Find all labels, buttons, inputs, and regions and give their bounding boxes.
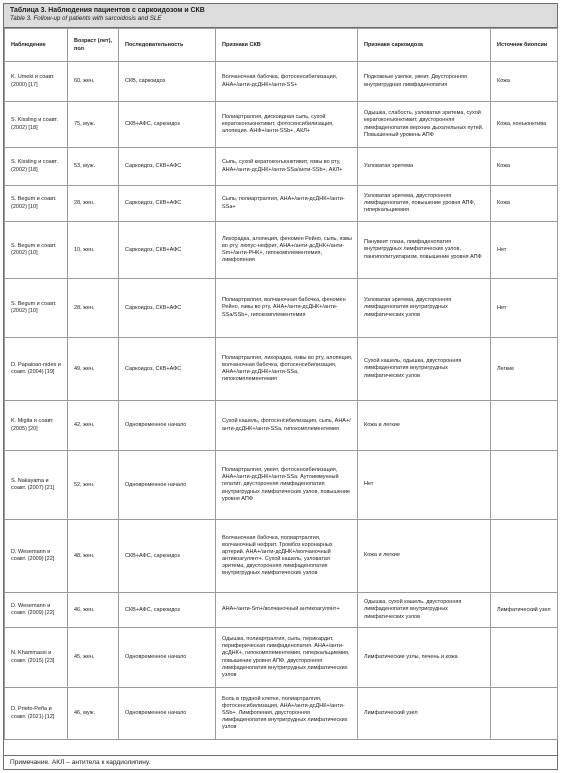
cell-observation: D. Papaioan-nides и соавт. (2004) [19] xyxy=(5,338,68,401)
patients-table xyxy=(4,28,558,740)
cell-age-sex: 28, жен. xyxy=(68,186,119,222)
cell-sarcoidosis-signs: Одышка, сухой кашель, двусторонняя лимфаденопатия внутригрудных лимфатических узлов xyxy=(358,593,491,628)
table-title-en: Table 3. Follow-up of patients with sarcoidosis and SLE xyxy=(10,15,162,22)
cell-age-sex: 52, жен. xyxy=(68,451,119,520)
table-row xyxy=(5,102,558,148)
cell-age-sex: 75, муж. xyxy=(68,102,119,148)
cell-age-sex: 10, жен. xyxy=(68,222,119,279)
cell-sequence: Саркоидоз, СКВ+АФС xyxy=(119,148,216,186)
cell-sle-signs: Лихорадка, алопеция, феномен Рейно, сыпь, язвы во рту, люпус-нефрит, АНА+/анти-дсДНК+/анти-Sm+/анти-РНК+, гипокомплементемия, лимфопения xyxy=(216,222,358,279)
cell-sle-signs: Полиартралгия, волчаночная бабочка, феномен Рейно, язвы во рту, АНА+/анти-дсДНК+/анти-SSa/SSb+, гипокомплементемия xyxy=(216,279,358,338)
cell-sarcoidosis-signs: Панувеит глаза, лимфаденопатия внутригрудных лимфатических узлов, пангипопитуитаризм, повышение уровня АПФ xyxy=(358,222,491,279)
cell-observation: N. Khammassi и соавт. (2015) [23] xyxy=(5,628,68,688)
cell-sequence: Одновременное начало xyxy=(119,401,216,451)
cell-sarcoidosis-signs: Нет xyxy=(358,451,491,520)
cell-sle-signs: Боль в грудной клетке, полиартралгия, фотосенсибилизация, АНА+/анти-дсДНК+/анти-SSb+. Лимфопения, двусторонняя лимфаденопатия внутригрудных лимфатических узлов xyxy=(216,688,358,740)
cell-biopsy-source: Нет xyxy=(491,279,558,338)
header-sle-signs: Признаки СКВ xyxy=(216,29,358,62)
cell-age-sex: 48, жен. xyxy=(68,520,119,593)
cell-sle-signs: Полиартралгия, лихорадка, язвы во рту, алопеция, волчаночная бабочка, фотосенсибилизация, АНА+/анти-дсДНК+/анти-SSa, гипокомплементемия xyxy=(216,338,358,401)
cell-sarcoidosis-signs: Узловатая эритема, двусторонняя лимфаденопатия, повышение уровня АПФ, гиперкальциемия xyxy=(358,186,491,222)
cell-biopsy-source: Легкие xyxy=(491,338,558,401)
cell-biopsy-source: Кожа, конъюнктива xyxy=(491,102,558,148)
table-row xyxy=(5,593,558,628)
header-biopsy-source: Источник биопсии xyxy=(491,29,558,62)
cell-sequence: Саркоидоз, СКВ+АФС xyxy=(119,338,216,401)
cell-sle-signs: Одышка, полиартралгия, сыпь, перикардит, периферическая лимфаденопатия. АНА+/анти-дсДНК+, гипокомплементемия, гиперкальциемия, повышение уровня АПФ, двусторонняя лимфаденопатия внутригрудных лимфатических узлов xyxy=(216,628,358,688)
cell-biopsy-source: Кожа xyxy=(491,186,558,222)
header-observation: Наблюдение xyxy=(5,29,68,62)
cell-age-sex: 53, муж. xyxy=(68,148,119,186)
cell-sequence: СКВ+АФС, саркоидоз xyxy=(119,593,216,628)
table-row xyxy=(5,401,558,451)
table-footnote: Примечание. АКЛ – антитела к кардиолипину. xyxy=(4,755,557,769)
cell-observation: S. Begum и соавт. (2002) [10] xyxy=(5,186,68,222)
cell-observation: D. Wesemann и соавт. (2009) [22] xyxy=(5,520,68,593)
cell-observation: S. Kissling и соавт. (2002) [18] xyxy=(5,102,68,148)
cell-observation: K. Migita и соавт. (2005) [20] xyxy=(5,401,68,451)
cell-sarcoidosis-signs: Подкожные узелки, увеит. Двусторонняя внутригрудная лимфаденопатия xyxy=(358,62,491,102)
cell-sle-signs: Волчаночная бабочка, фотосенсибилизация, АНА+/анти-дсДНК+/анти-SS+ xyxy=(216,62,358,102)
cell-observation: S. Begum и соавт. (2002) [10] xyxy=(5,222,68,279)
cell-age-sex: 42, жен. xyxy=(68,401,119,451)
cell-age-sex: 46, жен. xyxy=(68,593,119,628)
table-row xyxy=(5,338,558,401)
table-row xyxy=(5,148,558,186)
cell-biopsy-source xyxy=(491,451,558,520)
cell-age-sex: 49, жен. xyxy=(68,338,119,401)
cell-sle-signs: Сыпь, сухой кератоконъюнктивит, язвы во рту, АНА+/анти-дсДНК+/анти-SSa/анти-SSb+, АКЛ+ xyxy=(216,148,358,186)
cell-sle-signs: Волчаночная бабочка, полиартралгия, волчаночный нефрит. Тромбоз коронарных артерий. АНА+/анти-дсДНК+/волчаночный антикоагулянт+. Сухой кашель, узловатая эритема, двусторонняя лимфаденопатия внутригрудных лимфатических узлов xyxy=(216,520,358,593)
table-row xyxy=(5,62,558,102)
cell-sequence: Одновременное начало xyxy=(119,688,216,740)
cell-observation: D. Prieto-Peña и соавт. (2021) [12] xyxy=(5,688,68,740)
cell-biopsy-source xyxy=(491,628,558,688)
cell-biopsy-source: Кожа xyxy=(491,62,558,102)
cell-biopsy-source: Нет xyxy=(491,222,558,279)
cell-sequence: Саркоидоз, СКВ+АФС xyxy=(119,279,216,338)
cell-sequence: СКВ, саркоидоз xyxy=(119,62,216,102)
cell-biopsy-source xyxy=(491,688,558,740)
cell-observation: D. Wesemann и соавт. (2009) [22] xyxy=(5,593,68,628)
cell-biopsy-source xyxy=(491,401,558,451)
cell-sarcoidosis-signs: Сухой кашель, одышка, двусторонняя лимфаденопатия внутригрудных лимфатических узлов xyxy=(358,338,491,401)
cell-observation: S. Kissling и соавт. (2002) [18] xyxy=(5,148,68,186)
cell-biopsy-source xyxy=(491,520,558,593)
cell-age-sex: 46, муж. xyxy=(68,688,119,740)
header-age-sex: Возраст (лет), пол xyxy=(68,29,119,62)
cell-observation: K. Umeki и соавт. (2000) [17] xyxy=(5,62,68,102)
table-row xyxy=(5,279,558,338)
cell-sarcoidosis-signs: Кожа и легкие xyxy=(358,520,491,593)
cell-sarcoidosis-signs: Одышка, слабость, узловатая эритема, сухой кератоконъюнктивит, двусторонняя лимфаденопатия верхних дыхательных путей. Повышенный уровень АПФ xyxy=(358,102,491,148)
cell-sle-signs: Полиартралгия, увеит, фотосенсибилизация, АНА+/анти-дсДНК+/анти-SSa. Аутоиммунный гепатит, двусторонняя лимфаденопатия внутригрудных лимфатических узлов, повышение уровня АПФ xyxy=(216,451,358,520)
cell-observation: S. Begum и соавт. (2002) [10] xyxy=(5,279,68,338)
cell-observation: S. Nakayama и соавт. (2007) [21] xyxy=(5,451,68,520)
cell-sequence: СКВ+АФС, саркоидоз xyxy=(119,102,216,148)
cell-sle-signs: Полиартралгия, дискоидная сыпь, сухой кератоконъюнктивит, фотосенсибилизация, алопеция. АНФ+/анти-SSb+, АКЛ+ xyxy=(216,102,358,148)
cell-biopsy-source: Лимфатический узел xyxy=(491,593,558,628)
table-row xyxy=(5,628,558,688)
cell-sle-signs: Сыпь, полиартралгия, АНА+/анти-дсДНК+/анти-SSa+ xyxy=(216,186,358,222)
header-sarcoidosis-signs: Признаки саркоидоза xyxy=(358,29,491,62)
cell-sequence: Саркоидоз, СКВ+АФС xyxy=(119,222,216,279)
table-row xyxy=(5,222,558,279)
table-row xyxy=(5,520,558,593)
cell-sarcoidosis-signs: Кожа и легкие xyxy=(358,401,491,451)
cell-sle-signs: Сухой кашель, фотосенсибилизация, сыпь, АНА+/анти-дсДНК+/анти-SSa, гипокомплементемия xyxy=(216,401,358,451)
cell-sequence: Одновременное начало xyxy=(119,451,216,520)
table-title-ru: Таблица 3. Наблюдения пациентов с саркоидозом и СКВ xyxy=(10,7,205,14)
cell-age-sex: 60, жен. xyxy=(68,62,119,102)
table-row xyxy=(5,688,558,740)
cell-age-sex: 28, жен. xyxy=(68,279,119,338)
cell-sarcoidosis-signs: Лимфатический узел xyxy=(358,688,491,740)
table-row xyxy=(5,186,558,222)
cell-sle-signs: АНА+/анти-Sm+/волчаночный антикоагулянт+ xyxy=(216,593,358,628)
cell-sequence: СКВ+АФС, саркоидоз xyxy=(119,520,216,593)
table-caption xyxy=(4,4,557,28)
cell-sequence: Саркоидоз, СКВ+АФС xyxy=(119,186,216,222)
cell-sequence: Одновременное начало xyxy=(119,628,216,688)
cell-sarcoidosis-signs: Лимфатические узлы, печень и кожа xyxy=(358,628,491,688)
table-row xyxy=(5,451,558,520)
header-sequence: Последовательность xyxy=(119,29,216,62)
cell-sarcoidosis-signs: Узловатая эритема xyxy=(358,148,491,186)
cell-age-sex: 45, жен. xyxy=(68,628,119,688)
cell-biopsy-source: Кожа xyxy=(491,148,558,186)
cell-sarcoidosis-signs: Узловатая эритема, двусторонняя лимфаденопатия внутригрудных лимфатических узлов xyxy=(358,279,491,338)
table-header-row xyxy=(5,29,558,62)
